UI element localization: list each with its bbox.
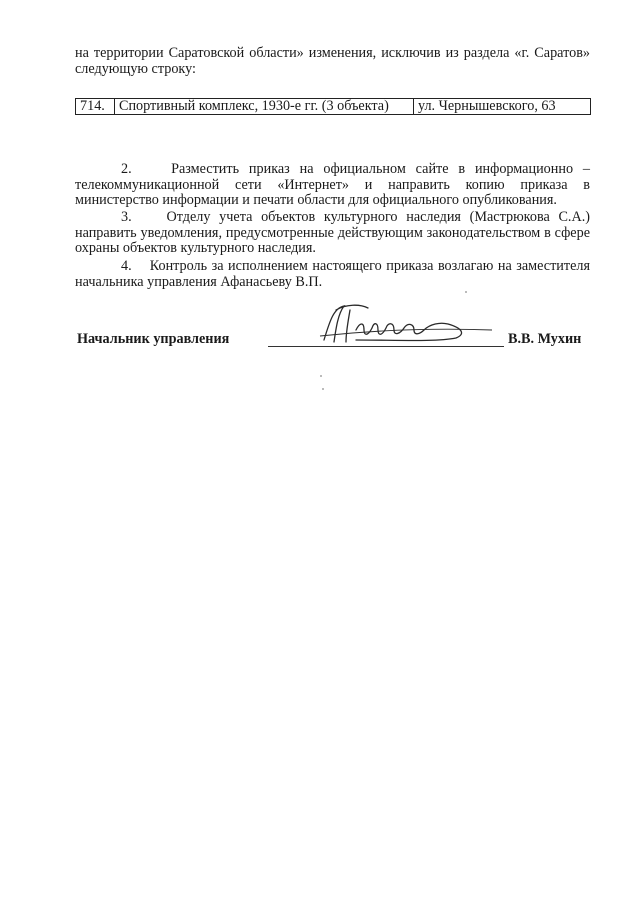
paragraph-4: 4. Контроль за исполнением настоящего приказа возлагаю на заместителя начальника управления Афанасьеву В.П.	[75, 258, 590, 290]
scan-speck	[465, 291, 467, 293]
scan-speck	[320, 375, 322, 377]
table-row	[76, 99, 591, 115]
signatory-position: Начальник управления	[77, 331, 230, 347]
row-object: Спортивный комплекс, 1930-е гг. (3 объекта)	[115, 99, 414, 115]
intro-paragraph: на территории Саратовской области» изменения, исключив из раздела «г. Саратов» следующую строку:	[75, 45, 590, 77]
row-address: ул. Чернышевского, 63	[414, 99, 591, 115]
paragraph-3: 3. Отделу учета объектов культурного наследия (Мастрюкова С.А.) направить уведомления, предусмотренные действующим законодательством в сфере охраны объектов культурного наследия.	[75, 209, 590, 256]
handwritten-signature	[316, 300, 496, 350]
row-number: 714.	[76, 99, 115, 115]
signatory-name: В.В. Мухин	[508, 331, 582, 347]
scan-speck	[322, 388, 324, 390]
paragraph-2: 2. Разместить приказ на официальном сайте в информационно – телекоммуникационной сети «Интернет» и направить копию приказа в министерство информации и печати области для официального опубликования.	[75, 161, 590, 208]
excluded-row-table	[75, 98, 591, 115]
